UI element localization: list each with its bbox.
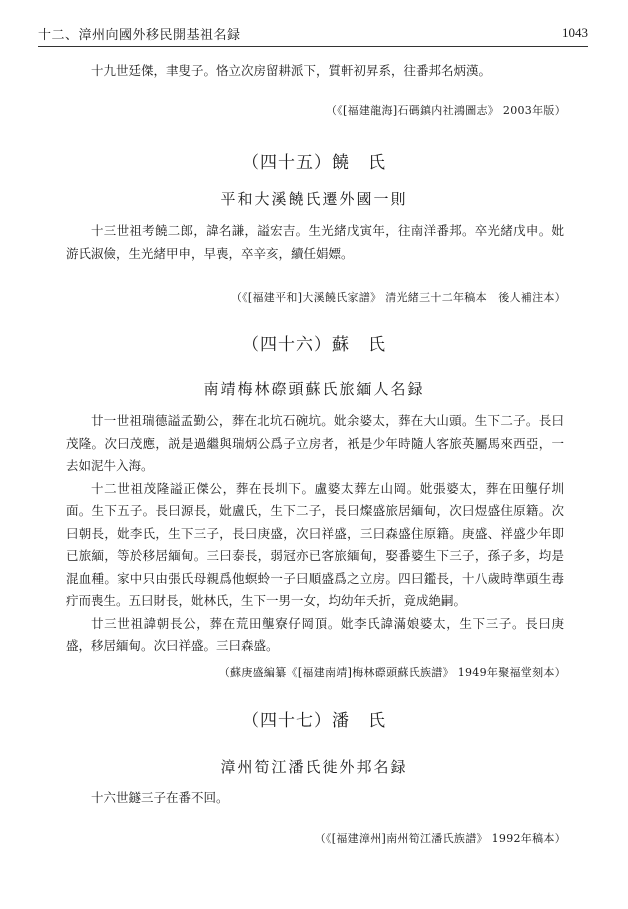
section-body bbox=[66, 220, 564, 265]
section-heading: （四十六）蘇 氏 bbox=[242, 335, 386, 355]
paragraph: 十六世鐩三子在番不回。 bbox=[91, 790, 229, 805]
section-subheading: 南靖梅林磜頭蘇氏旅緬人名録 bbox=[203, 380, 425, 398]
section-heading: （四十七）潘 氏 bbox=[242, 711, 386, 731]
source-citation: （《[福建龍海]石碼鎮内社鴻圖志》 2003年版） bbox=[325, 104, 566, 117]
paragraph: 廿三世祖諱朝長公，葬在荒田壟寮仔岡頂。妣李氏諱滿娘婆太，生下三子。長曰庚盛，移居緬甸。次曰祥盛。三曰森盛。 bbox=[66, 615, 564, 653]
section-heading: （四十五）饒 氏 bbox=[242, 153, 386, 173]
section-body bbox=[66, 787, 564, 810]
page-number: 1043 bbox=[562, 25, 588, 40]
running-header bbox=[38, 22, 588, 47]
paragraph: 廿一世祖瑞德謚孟勤公，葬在北坑石碗坑。妣余婆太，葬在大山頭。生下二子。長曰茂隆。次曰茂應，説是過繼與瑞炳公爲子立房者，衹是少年時隨人客旅英屬馬來西亞，一去如泥牛入海。 bbox=[66, 413, 564, 473]
top-entry bbox=[66, 60, 564, 83]
section-body bbox=[66, 410, 564, 658]
section-subheading: 平和大溪饒氏遷外國一則 bbox=[220, 190, 408, 208]
paragraph: 十三世祖考饒二郎，諱名謙，謚宏吉。生光緒戊寅年，往南洋番邦。卒光緒戊申。妣游氏淑儉，生光緒甲申，早喪，卒辛亥，續任娟嫖。 bbox=[66, 223, 564, 261]
section-subheading: 漳州筍江潘氏徙外邦名録 bbox=[220, 758, 408, 776]
source-citation: （《[福建漳州]南州筍江潘氏族譜》 1992年稿本） bbox=[314, 832, 566, 845]
paragraph: 十九世廷傑，聿叟子。恪立次房留耕派下，質軒初昇系，往番邦名炳漢。 bbox=[91, 63, 492, 78]
header-title: 十二、漳州向國外移民開基祖名録 bbox=[38, 28, 241, 43]
paragraph: 十二世祖茂隆謚正傑公，葬在長圳下。盧婆太葬左山岡。妣張婆太，葬在田壟仔圳面。生下五子。長曰源長，妣盧氏，生下二子，長曰燦盛旅居緬甸，次曰煜盛住原籍。次曰朝長，妣李氏，生下三子，長曰庚盛，次曰祥盛，三曰森盛住原籍。庚盛、祥盛少年即已旅緬，等於移居緬甸。三曰泰長，弱冠亦已客旅緬甸，娶番婆生下三子，孫子多，均是混血種。家中只由張氏母親爲他螟蛉一子曰順盛爲之立房。四曰鑑長，十八歲時準頭生毒疔而喪生。五曰財長，妣林氏，生下一男一女，均幼年夭折，竟成絶嗣。 bbox=[66, 480, 564, 608]
source-citation: （蘇庚盛編纂《[福建南靖]梅林磜頭蘇氏族譜》 1949年聚福堂刻本） bbox=[218, 666, 566, 679]
source-citation: （《[福建平和]大溪饒氏家譜》 清光緒三十二年稿本 後人補注本） bbox=[230, 291, 566, 304]
